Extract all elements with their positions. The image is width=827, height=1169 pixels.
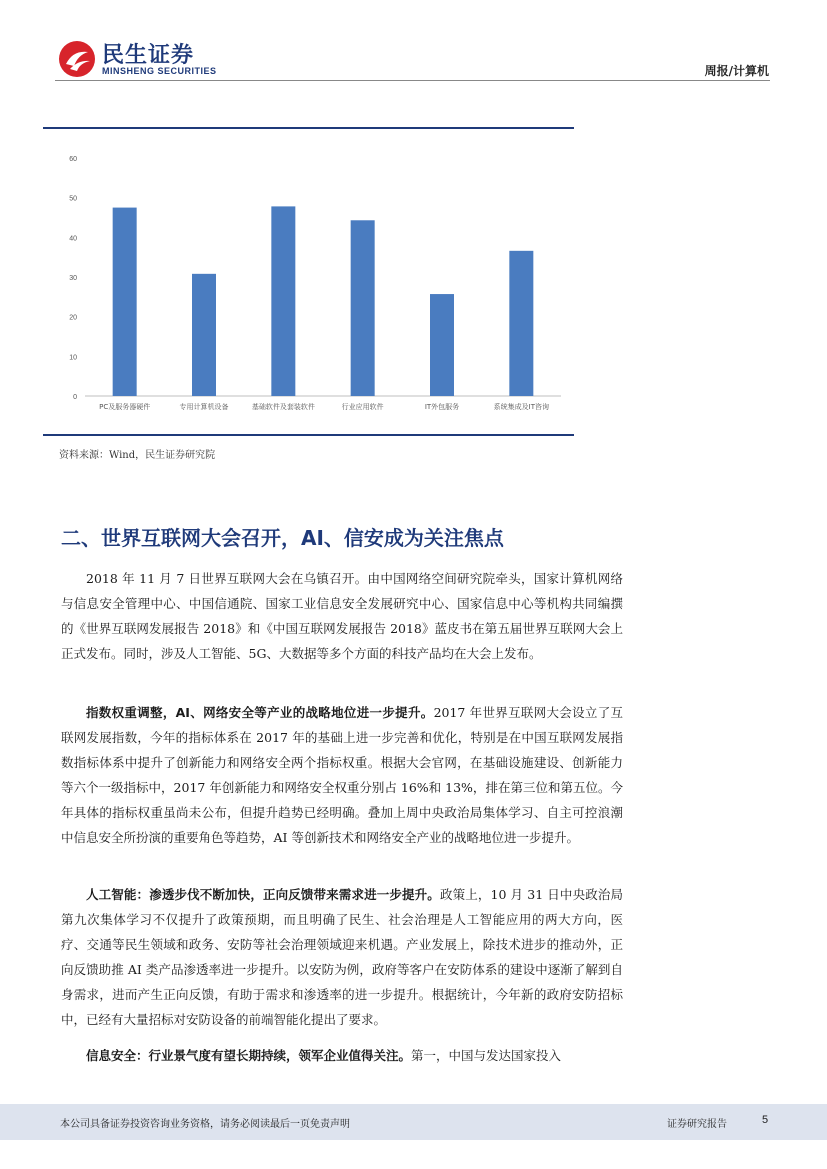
bar-chart <box>43 130 574 430</box>
paragraph-body: 第一，中国与发达国家投入 <box>411 1048 562 1063</box>
bar <box>430 294 454 396</box>
paragraph-ai <box>61 882 623 1032</box>
brand-name-en: MINSHENG SECURITIES <box>102 66 217 76</box>
paragraph-lead: 指数权重调整，AI、网络安全等产业的战略地位进一步提升。 <box>86 705 434 720</box>
y-tick-label: 10 <box>69 354 77 362</box>
x-tick-label: 基础软件及套装软件 <box>251 403 315 411</box>
paragraph-conference-intro: 2018 年 11 月 7 日世界互联网大会在乌镇召开。由中国网络空间研究院牵头，国家计算机网络与信息安全管理中心、中国信通院、国家工业信息安全发展研究中心、国家信息中心等机构共同编撰的《世界互联网发展报告 2018》和《中国互联网发展报告 2018》蓝皮书在第五届世界互联网大会上正式发布。同时，涉及人工智能、5G、大数据等多个方面的科技产品均在大会上发布。 <box>61 571 623 661</box>
header-divider <box>55 80 770 81</box>
minsheng-logo-icon <box>58 40 96 78</box>
x-tick-label: 系统集成及IT咨询 <box>493 403 550 411</box>
x-tick-label: IT外包服务 <box>424 403 460 411</box>
y-tick-label: 40 <box>69 235 77 243</box>
x-tick-label: PC及服务器硬件 <box>99 403 151 411</box>
footer-report-type: 证券研究报告 <box>667 1119 727 1130</box>
bar <box>351 220 375 396</box>
bar <box>271 206 295 396</box>
report-category: 周报/计算机 <box>704 64 769 78</box>
x-tick-label: 行业应用软件 <box>341 403 384 411</box>
y-tick-label: 20 <box>69 314 77 322</box>
brand-name-cn: 民生证券 <box>102 43 195 68</box>
chart-bottom-border <box>43 434 574 436</box>
bar <box>509 251 533 396</box>
y-tick-label: 60 <box>69 156 77 163</box>
paragraph-body: 2017 年世界互联网大会设立了互联网发展指数，今年的指标体系在 2017 年的基础上进一步完善和优化，特别是在中国互联网发展指数指标体系中提升了创新能力和网络安全两个指标权重。根据大会官网，在基础设施建设、创新能力等六个一级指标中，2017 年创新能力和网络安全权重分别占 16%和 13%，排在第三位和第五位。今年具体的指标权重虽尚未公布，但提升趋势已经明确。叠加上周中央政治局集体学习、自主可控浪潮中信息安全所扮演的重要角色等趋势，AI 等创新技术和网络安全产业的战略地位进一步提升。 <box>61 705 624 845</box>
bar <box>113 208 137 396</box>
paragraph-index-weight <box>61 700 623 850</box>
chart-source-note: 资料来源：Wind，民生证券研究院 <box>59 450 216 461</box>
y-tick-label: 50 <box>69 195 77 203</box>
paragraph-info-security <box>61 1043 623 1068</box>
footer-disclaimer: 本公司具备证券投资咨询业务资格，请务必阅读最后一页免责声明 <box>60 1119 350 1130</box>
page-number: 5 <box>762 1114 769 1126</box>
x-tick-label: 专用计算机设备 <box>179 403 229 411</box>
y-tick-label: 0 <box>73 394 77 401</box>
paragraph-lead: 信息安全：行业景气度有望长期持续，领军企业值得关注。 <box>86 1048 412 1063</box>
chart-top-border <box>43 127 574 129</box>
paragraph-lead: 人工智能：渗透步伐不断加快，正向反馈带来需求进一步提升。 <box>86 887 440 902</box>
section-heading: 二、世界互联网大会召开，AI、信安成为关注焦点 <box>61 526 504 550</box>
paragraph-body: 政策上，10 月 31 日中央政治局第九次集体学习不仅提升了政策预期，而且明确了民生、社会治理是人工智能应用的两大方向，医疗、交通等民生领域和政务、安防等社会治理领域迎来机遇。产业发展上，除技术进步的推动外，正向反馈助推 AI 类产品渗透率进一步提升。以安防为例，政府等客户在安防体系的建设中逐渐了解到自身需求，进而产生正向反馈，有助于需求和渗透率的进一步提升。根据统计，今年新的政府安防招标中，已经有大量招标对安防设备的前端智能化提出了要求。 <box>61 887 623 1027</box>
bar <box>192 274 216 396</box>
y-tick-label: 30 <box>69 275 77 282</box>
